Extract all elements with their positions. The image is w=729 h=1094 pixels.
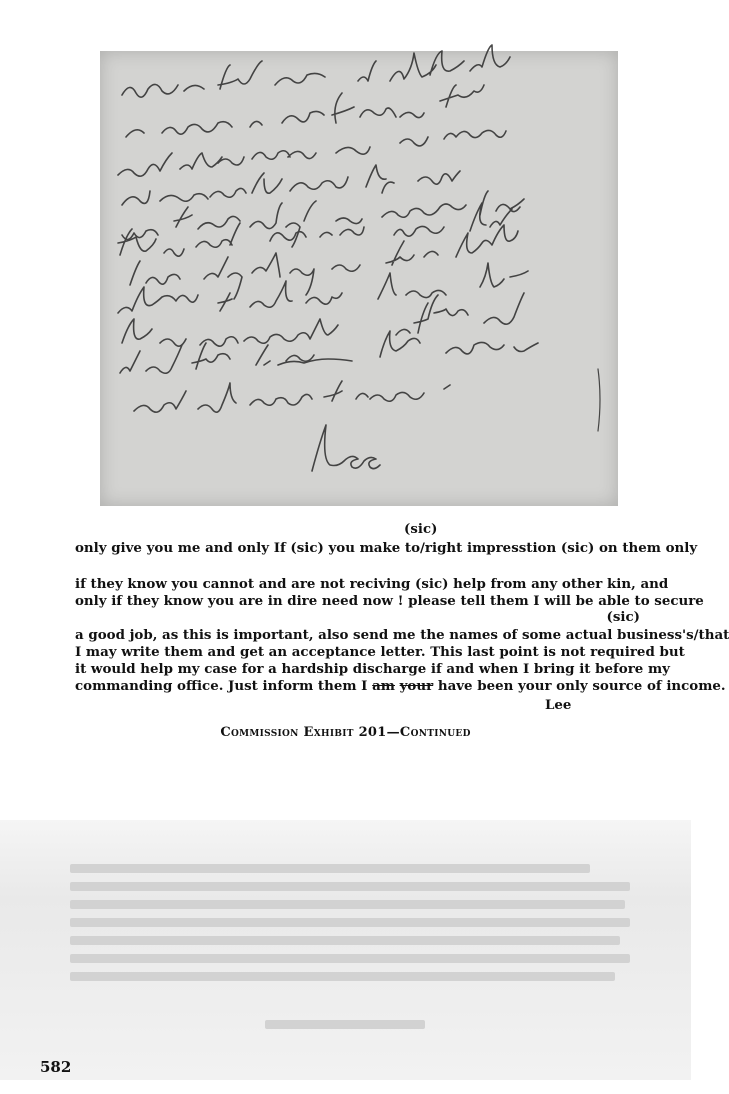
- bleed-through-area: [0, 820, 691, 1080]
- transcript-signature: Lee: [545, 697, 572, 713]
- handwritten-letter-photo: [100, 51, 618, 506]
- exhibit-caption: Commission Exhibit 201—Continued: [220, 725, 471, 740]
- sic-annotation-right: (sic): [606, 609, 640, 625]
- transcript-line-2: if they know you cannot and are not reciving (sic) help from any other kin, and: [75, 576, 669, 592]
- transcript-line-4: a good job, as this is important, also send me the names of some actual business's/that: [75, 627, 729, 643]
- handwriting-strokes: [100, 51, 618, 506]
- transcript-line-3: only if they know you are in dire need now ! please tell them I will be able to secure: [75, 593, 704, 609]
- transcript-line-5: I may write them and get an acceptance letter. This last point is not required but: [75, 644, 685, 660]
- struck-word-your: your: [399, 678, 434, 694]
- line-7-end: have been your only source of income.: [437, 678, 726, 694]
- page-number: 582: [40, 1058, 72, 1076]
- line-7-start: commanding office. Just inform them I: [75, 678, 368, 694]
- transcript-line-1: only give you me and only If (sic) you make to/right impresstion (sic) on them only: [75, 540, 698, 556]
- struck-word-am: am: [372, 678, 395, 694]
- transcript-line-7: [75, 678, 726, 695]
- transcript-line-6: it would help my case for a hardship discharge if and when I bring it before my: [75, 661, 670, 677]
- sic-annotation-above: (sic): [404, 522, 438, 537]
